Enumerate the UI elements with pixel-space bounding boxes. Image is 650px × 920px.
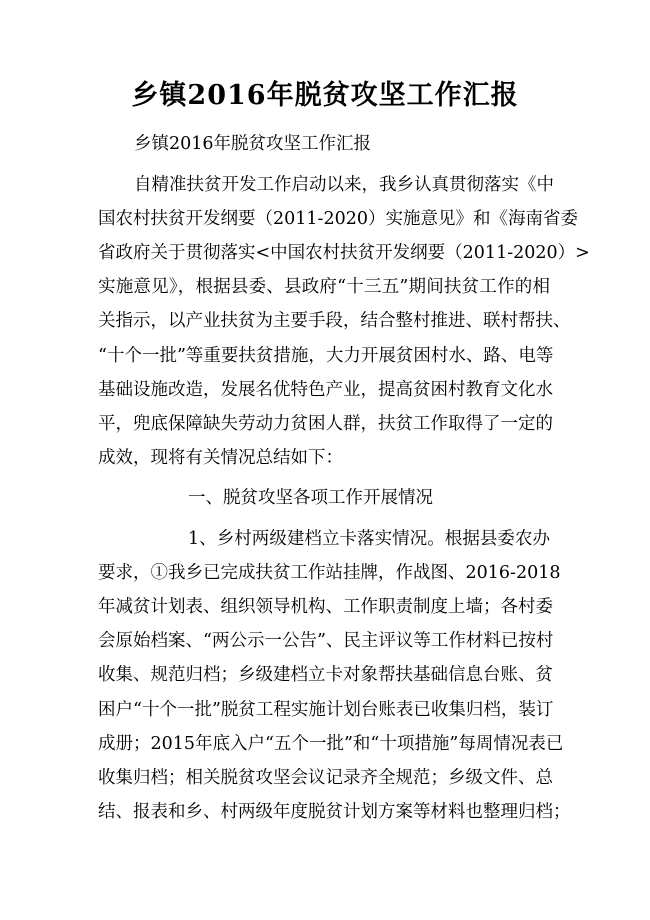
paragraph-line: 1、乡村两级建档立卡落实情况。根据县委农办 [188, 529, 550, 549]
paragraph-line: 成效，现将有关情况总结如下： [98, 448, 343, 468]
paragraph-line: “十个一批”等重要扶贫措施，大力开展贫困村水、路、电等 [98, 346, 554, 366]
paragraph-line: 成册；2015年底入户“五个一批”和“十项措施”每周情况表已 [98, 734, 564, 754]
paragraph-line: 收集、规范归档；乡级建档立卡对象帮扶基础信息台账、贫 [98, 665, 553, 685]
paragraph-line: 关指示，以产业扶贫为主要手段，结合整村推进、联村帮扶、 [98, 311, 571, 331]
paragraph-line: 困户“十个一批”脱贫工程实施计划台账表已收集归档，装订 [98, 700, 554, 720]
paragraph-line: 自精准扶贫开发工作启动以来，我乡认真贯彻落实《中 [134, 175, 554, 195]
paragraph-line: 平，兜底保障缺失劳动力贫困人群，扶贫工作取得了一定的 [98, 414, 553, 434]
document-subtitle: 乡镇2016年脱贫攻坚工作汇报 [134, 134, 372, 154]
paragraph-line: 收集归档；相关脱贫攻坚会议记录齐全规范；乡级文件、总 [98, 768, 553, 788]
paragraph-line: 年减贫计划表、组织领导机构、工作职责制度上墙；各村委 [98, 597, 553, 617]
paragraph-line: 实施意见》，根据县委、县政府“十三五”期间扶贫工作的相 [98, 277, 550, 297]
paragraph-line: 国农村扶贫开发纲要（2011-2020）实施意见》和《海南省委 [98, 209, 578, 229]
document-title: 乡镇2016年脱贫攻坚工作汇报 [131, 80, 519, 111]
paragraph-line: 基础设施改造，发展名优特色产业，提高贫困村教育文化水 [98, 380, 553, 400]
paragraph-line: 会原始档案、“两公示一公告”、民主评议等工作材料已按村 [98, 631, 554, 651]
section-heading: 一、脱贫攻坚各项工作开展情况 [188, 488, 433, 508]
paragraph-line: 要求，①我乡已完成扶贫工作站挂牌，作战图、2016-2018 [98, 563, 561, 583]
paragraph-line: 省政府关于贯彻落实<中国农村扶贫开发纲要（2011-2020）> [98, 243, 590, 263]
paragraph-line: 结、报表和乡、村两级年度脱贫计划方案等材料也整理归档； [98, 802, 571, 822]
